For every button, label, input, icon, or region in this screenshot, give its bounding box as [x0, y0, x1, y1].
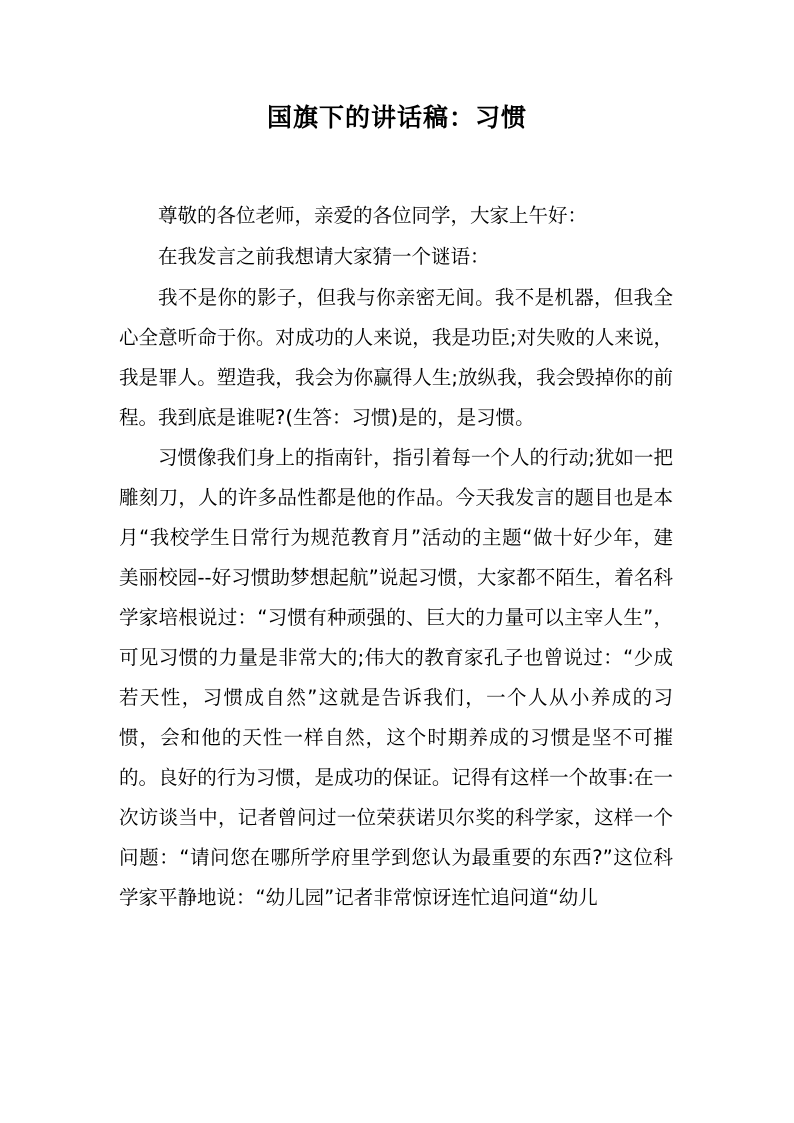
document-body: [119, 196, 673, 918]
greeting-paragraph: 尊敬的各位老师，亲爱的各位同学，大家上午好：: [158, 204, 588, 227]
page-title: 国旗下的讲话稿：习惯: [266, 103, 527, 132]
riddle-paragraph: 我不是你的影子，但我与你亲密无间。我不是机器，但我全心全意听命于你。对成功的人来说，我是功臣;对失败的人来说，我是罪人。塑造我，我会为你赢得人生;放纵我，我会毁掉你的前程。我到底是谁呢?(生答：习惯)是的，是习惯。: [119, 286, 673, 429]
main-paragraph: 习惯像我们身上的指南针，指引着每一个人的行动;犹如一把雕刻刀，人的许多品性都是他的作品。今天我发言的题目也是本月“我校学生日常行为规范教育月”活动的主题“做十好少年，建美丽校园--好习惯助梦想起航”说起习惯，大家都不陌生，着名科学家培根说过：“习惯有种顽强的、巨大的力量可以主宰人生”，可见习惯的力量是非常大的;伟大的教育家孔子也曾说过：“少成若天性，习惯成自然”这就是告诉我们，一个人从小养成的习惯，会和他的天性一样自然，这个时期养成的习惯是坚不可摧的。良好的行为习惯，是成功的保证。记得有这样一个故事:在一次访谈当中，记者曾问过一位荣获诺贝尔奖的科学家，这样一个问题：“请问您在哪所学府里学到您认为最重要的东西?”这位科学家平静地说：“幼儿园”记者非常惊讶连忙追问道“幼儿: [119, 446, 673, 909]
intro-paragraph: 在我发言之前我想请大家猜一个谜语：: [158, 245, 490, 268]
